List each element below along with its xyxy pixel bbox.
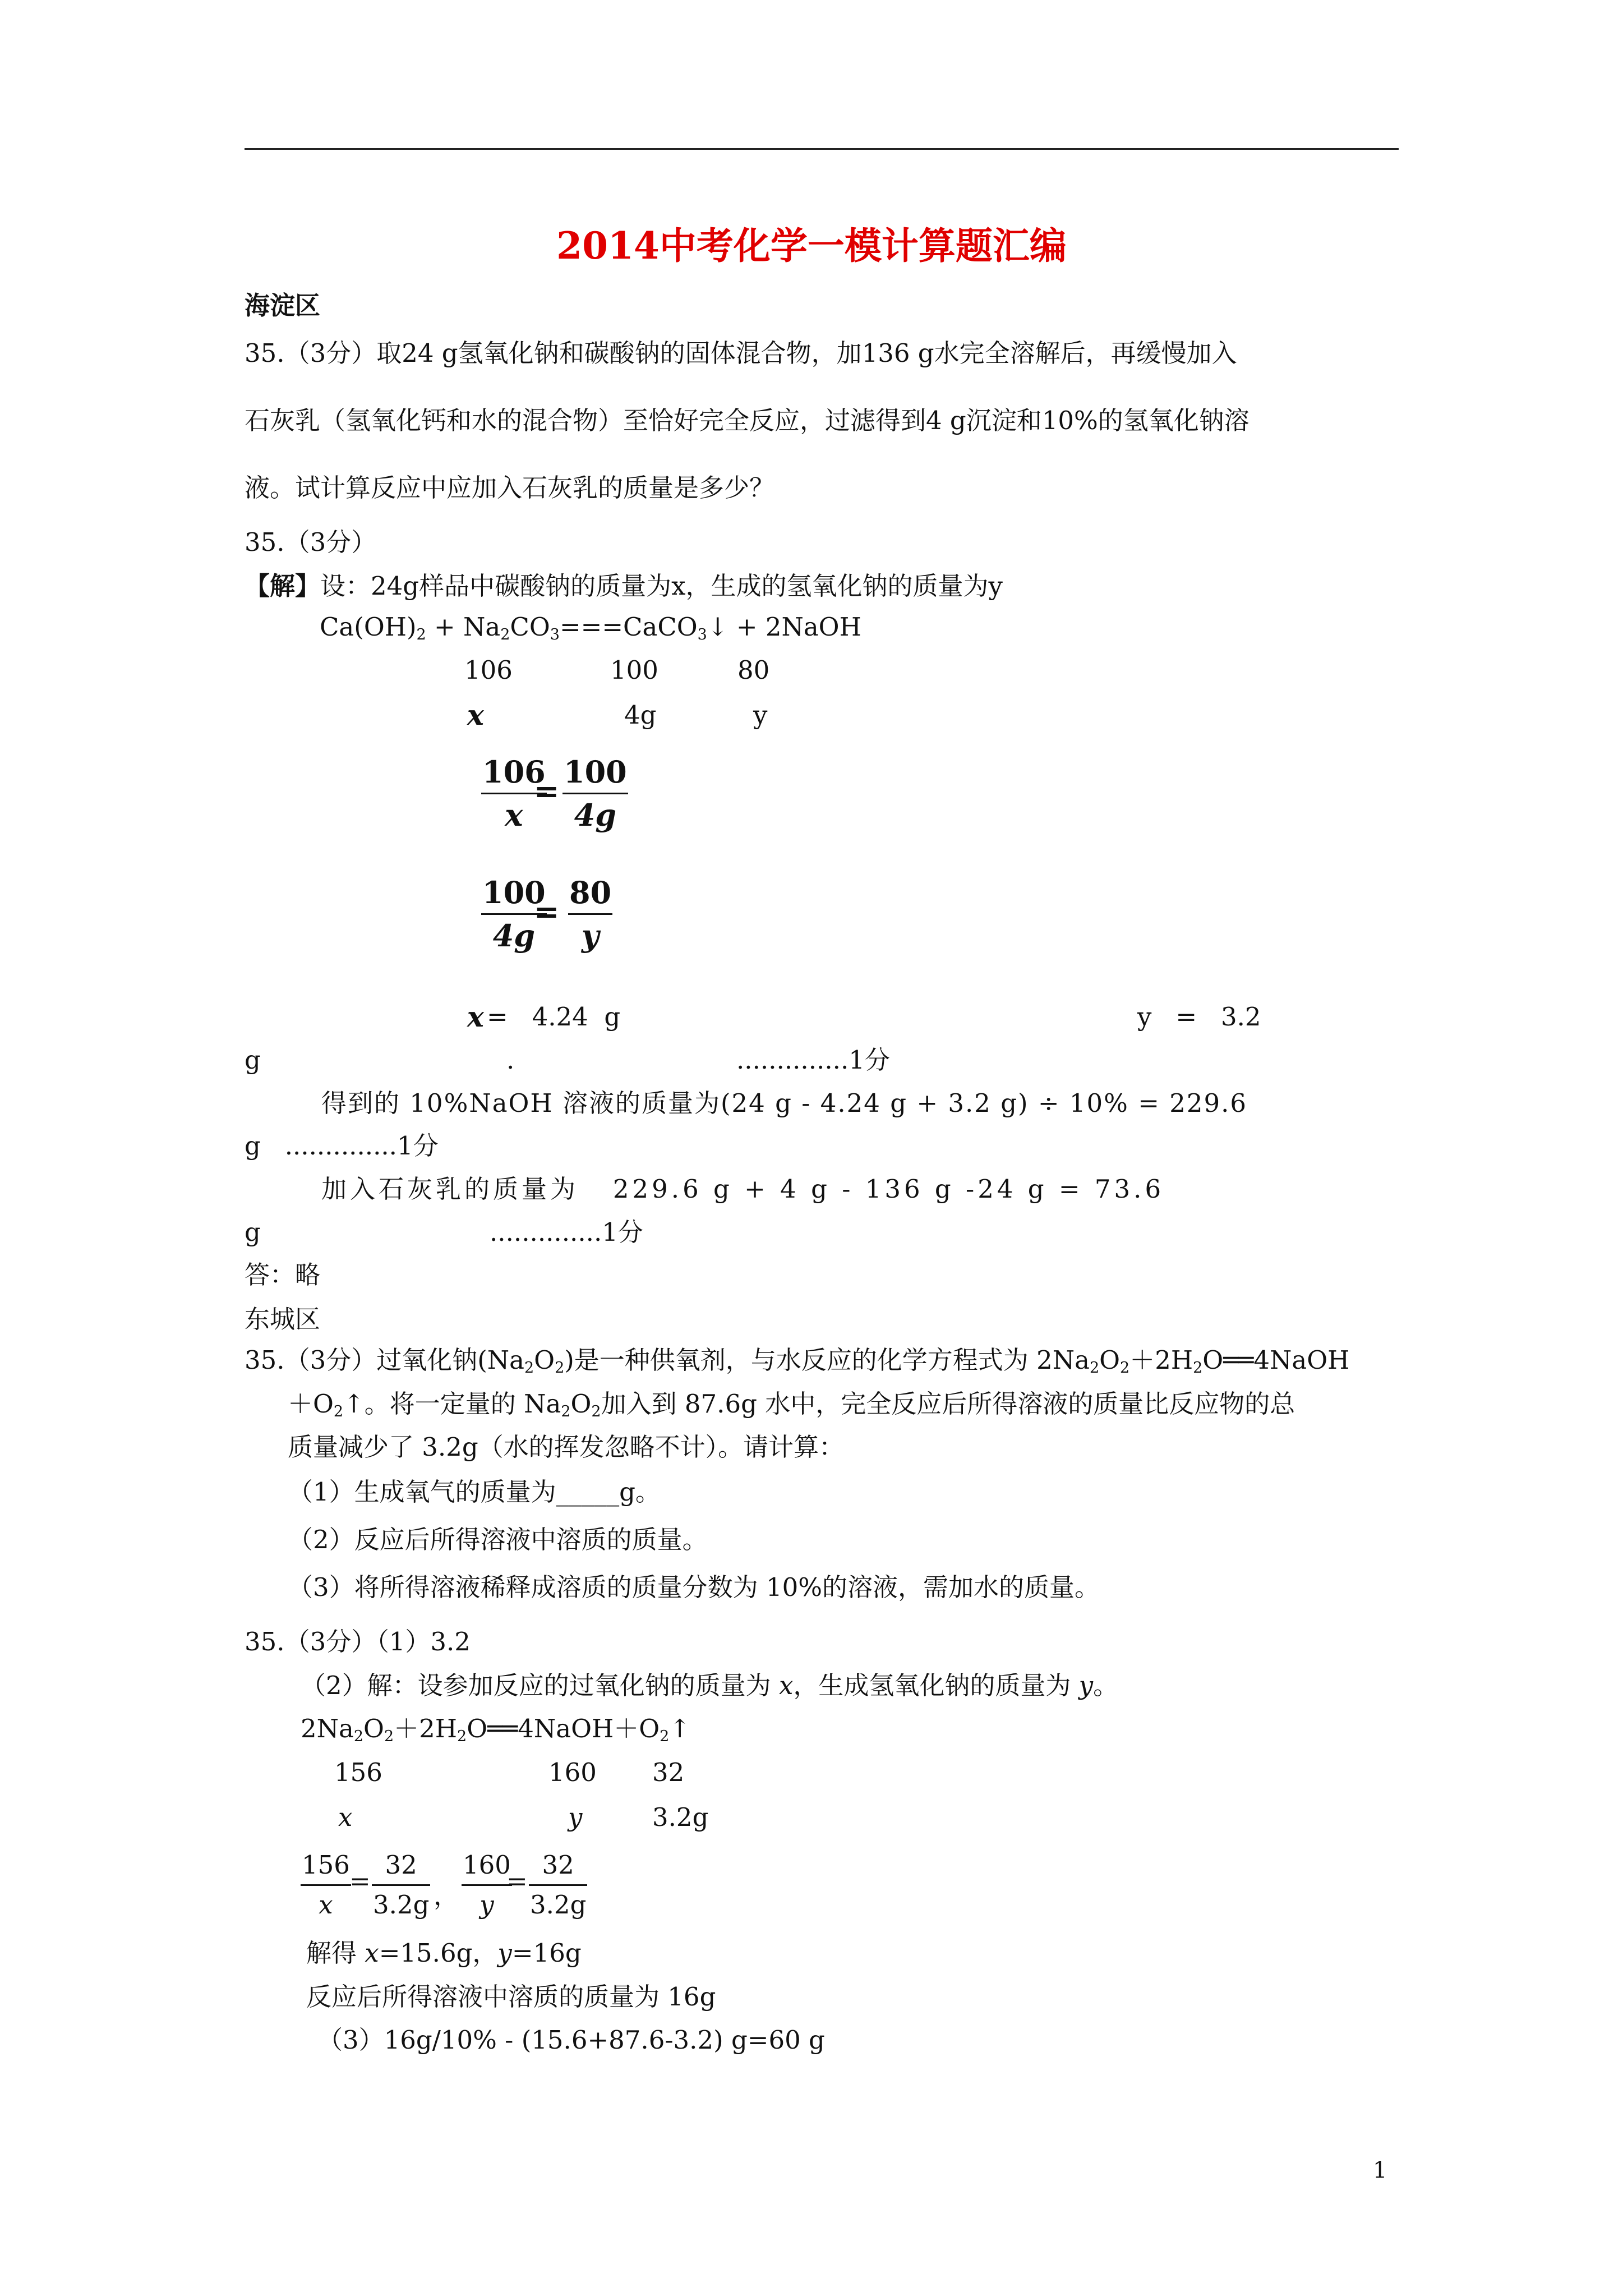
dongcheng-mass-32: 32 (652, 1757, 685, 1787)
page-title: 2014中考化学一模计算题汇编 (556, 224, 1067, 268)
haidian-chemical-equation: $Ca(OH)_2$ + $Na_2CO_3===CaCO_3↓$ + 2NaOH (320, 612, 861, 643)
dongcheng-solution-values: 解得 x=15.6g，y=16g (306, 1938, 582, 1968)
dongcheng-chemical-equation: $2Na_2O_2+2H_2O══4NaOH+O_2↑$ (301, 1714, 691, 1745)
result-y-value: y = 3.2 (1137, 1002, 1261, 1032)
dongcheng-question-line-2: $+O_2↑$。将一定量的 $Na_2O_2$加入到 87.6g 水中，完全反应后所得溶液的质量比反应物的总 (288, 1389, 1295, 1420)
step3-score: ..............1分 (490, 1217, 643, 1247)
equals-sign: = (534, 773, 560, 809)
fraction-32-over-3-2g: 32 3.2g (373, 1850, 430, 1920)
result-x-value: = 4.24 g (487, 1002, 621, 1032)
result-dot: . (506, 1045, 515, 1075)
step2-line: 得到的 10%NaOH 溶液的质量为(24 g - 4.24 g + 3.2 g) ÷ 10% = 229.6 (321, 1088, 1248, 1118)
dongcheng-answer-3: （3）16g/10% - (15.6+87.6-3.2) g=60 g (317, 2025, 825, 2055)
fraction-separator-comma: ， (434, 1881, 459, 1911)
fraction-160-over-y: 160 y (463, 1850, 511, 1920)
header-rule (245, 148, 1399, 150)
dongcheng-subquestion-1: （1）生成氧气的质量为_____g。 (288, 1477, 661, 1507)
dongcheng-mass-156: 156 (334, 1757, 382, 1787)
haidian-question-line-3: 液。试计算反应中应加入石灰乳的质量是多少？ (245, 473, 775, 503)
district-haidian: 海淀区 (245, 291, 321, 320)
dongcheng-answer-head: 35.（3分）（1）3.2 (245, 1627, 471, 1657)
fraction-80-over-y: 80 y (569, 875, 612, 954)
result-unit-g: g (245, 1045, 261, 1075)
haidian-answer-head: 35.（3分） (245, 527, 377, 557)
haidian-conclusion: 答：略 (245, 1260, 321, 1290)
haidian-mass-100: 100 (610, 655, 658, 685)
dongcheng-question-line-1: 35.（3分）过氧化钠$(Na_2O_2)$是一种供氧剂，与水反应的化学方程式为 $2Na_2O_2+2H_2O══4NaOH$ (245, 1345, 1350, 1377)
fraction-100-over-4g-b: 100 4g (482, 875, 546, 954)
dongcheng-answer-2: （2）解：设参加反应的过氧化钠的质量为 x，生成氢氧化钠的质量为 y。 (301, 1671, 1119, 1700)
fraction-156-over-x: 156 x (302, 1850, 350, 1920)
haidian-mass-106: 106 (464, 655, 513, 685)
solve-text: 设：24g样品中碳酸钠的质量为x，生成的氢氧化钠的质量为y (320, 571, 1003, 601)
haidian-question-line-2: 石灰乳（氢氧化钙和水的混合物）至恰好完全反应，过滤得到4 g沉淀和10%的氢氧化钠溶 (245, 406, 1249, 435)
solve-label: 【解】 (245, 571, 321, 601)
dongcheng-mass-160: 160 (548, 1757, 597, 1787)
fraction-32-over-3-2g-b: 32 3.2g (530, 1850, 587, 1920)
step3-line: 加入石灰乳的质量为 229.6 g + 4 g - 136 g -24 g = 73.6 (321, 1174, 1165, 1204)
fraction-106-over-x: 106 x (482, 754, 546, 833)
dongcheng-unknown-3-2g: 3.2g (652, 1802, 709, 1832)
haidian-question-line-1: 35.（3分）取24 g氢氧化钠和碳酸钠的固体混合物，加136 g水完全溶解后，再缓慢加入 (245, 338, 1237, 368)
dongcheng-unknown-x: x (338, 1802, 353, 1832)
dongcheng-subquestion-3: （3）将所得溶液稀释成溶质的质量分数为 10%的溶液，需加水的质量。 (288, 1572, 1100, 1602)
dongcheng-subquestion-2: （2）反应后所得溶液中溶质的质量。 (288, 1525, 708, 1554)
district-dongcheng: 东城区 (245, 1304, 321, 1334)
equals-sign: = (506, 1866, 528, 1896)
page-number: 1 (1373, 2157, 1387, 2183)
dongcheng-question-line-3: 质量减少了 3.2g（水的挥发忽略不计）。请计算： (288, 1432, 845, 1462)
step3-unit: g (245, 1217, 261, 1247)
haidian-solve-line (245, 569, 1003, 603)
haidian-unknown-x: x (467, 698, 484, 731)
dongcheng-unknown-y: y (568, 1802, 583, 1832)
haidian-unknown-y: y (753, 700, 768, 730)
result-score: ..............1分 (736, 1045, 890, 1075)
result-x-symbol: x (467, 1000, 484, 1033)
fraction-100-over-4g: 100 4g (564, 754, 627, 833)
equals-sign: = (534, 894, 560, 930)
equals-sign: = (349, 1866, 371, 1896)
haidian-unknown-4g: 4g (624, 700, 657, 730)
step2-continuation: g ..............1分 (245, 1131, 439, 1161)
haidian-mass-80: 80 (737, 655, 770, 685)
dongcheng-solute-mass: 反应后所得溶液中溶质的质量为 16g (306, 1982, 716, 2012)
